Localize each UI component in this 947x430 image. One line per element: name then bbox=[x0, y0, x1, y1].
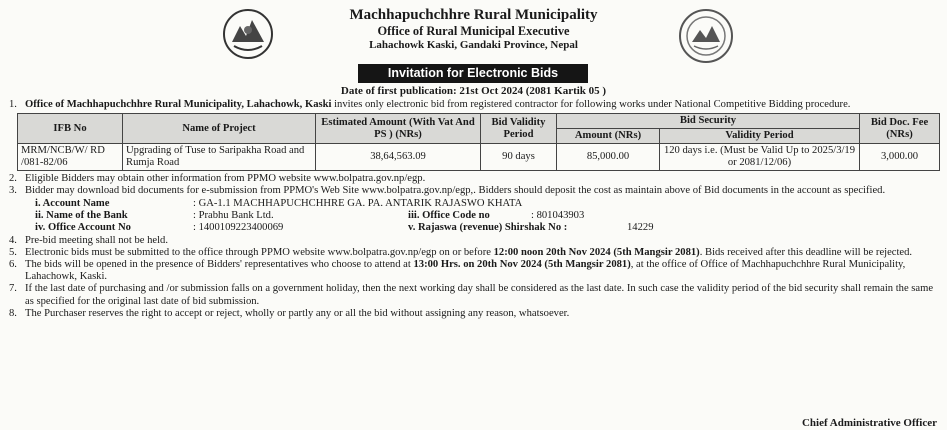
account-details: i. Account Name : GA-1.1 MACHHAPUCHCHHRE GA. PA. ANTARIK RAJASWO KHATA ii. Name of the Bank : Prabhu Bank Ltd. iii. Office Code no : 801043903 iv. Office Account No : 1400109223400069 v. Rajaswa (revenue) Shirshak No : 14229 bbox=[35, 197, 654, 233]
cell-ifb: MRM/NCB/W/ RD /081-82/06 bbox=[18, 144, 123, 171]
letterhead bbox=[0, 6, 947, 52]
bid-table bbox=[17, 113, 940, 171]
municipality-name: Machhapuchchhre Rural Municipality bbox=[349, 7, 598, 23]
cell-security-validity: 120 days i.e. (Must be Valid Up to 2025/3/19 or 2081/12/06) bbox=[660, 144, 860, 171]
office-name: Office of Rural Municipal Executive bbox=[377, 24, 570, 38]
table-row bbox=[18, 144, 940, 171]
cell-validity: 90 days bbox=[481, 144, 557, 171]
item-1: 1. Office of Machhapuchchhre Rural Municipality, Lahachowk, Kaski invites only electronic bid from registered contractor for following works under National Competitive Bidding procedure. bbox=[9, 99, 851, 110]
cell-fee: 3,000.00 bbox=[860, 144, 940, 171]
header-validity: Bid Validity Period bbox=[481, 114, 557, 144]
item-5: 5. Electronic bids must be submitted to the office through PPMO website www.bolpatra.gov.np/egp on or before 12:00 noon 20th Nov 2024 (5th Mangsir 2081). Bids received after this deadline will be rejected. bbox=[9, 246, 913, 258]
cell-project: Upgrading of Tuse to Saripakha Road and Rumja Road bbox=[123, 144, 316, 171]
item-8: 8. The Purchaser reserves the right to accept or reject, wholly or partly any or all the bid without assigning any reason, whatsoever. bbox=[9, 307, 570, 319]
item-7: 7. If the last date of purchasing and /or submission falls on a government holiday, then the next working day shall be considered as the last date. In such case the validity period of the bid security shall remain the same as specified for the original last date of bid submission. bbox=[9, 283, 934, 307]
item-2: 2. Eligible Bidders may obtain other information from PPMO website www.bolpatra.gov.np/egp. bbox=[9, 173, 426, 185]
publication-date: Date of first publication: 21st Oct 2024 (2081 Kartik 05 ) bbox=[340, 85, 607, 97]
header-ifb: IFB No bbox=[18, 114, 123, 144]
office-address: Lahachowk Kaski, Gandaki Province, Nepal bbox=[369, 39, 578, 51]
header-amount: Estimated Amount (With Vat And PS ) (NRs) bbox=[316, 114, 481, 144]
notice-body bbox=[9, 99, 939, 320]
signature: Chief Administrative Officer bbox=[801, 417, 937, 429]
header-security: Bid Security bbox=[557, 114, 860, 129]
item-3: 3. Bidder may download bid documents for e-submission from PPMO's Web Site www.bolpatra.gov.np/egp,. Bidders should deposit the cost as maintain above of Bid documents in the account as specified. bbox=[9, 185, 886, 197]
header-security-validity: Validity Period bbox=[660, 129, 860, 144]
cell-amount: 38,64,563.09 bbox=[316, 144, 481, 171]
notice-title: Invitation for Electronic Bids bbox=[358, 64, 588, 83]
cell-security-amount: 85,000.00 bbox=[557, 144, 660, 171]
header-fee: Bid Doc. Fee (NRs) bbox=[860, 114, 940, 144]
item-4: 4. Pre-bid meeting shall not be held. bbox=[9, 234, 168, 246]
item-6: 6. The bids will be opened in the presence of Bidders' representatives who choose to attend at 13:00 Hrs. on 20th Nov 2024 (5th Mangsir 2081), at the office of Office of Machhapuchchhre Rural Municipality, Lahachowk, Kaski. bbox=[9, 259, 906, 283]
header-project: Name of Project bbox=[123, 114, 316, 144]
header-security-amount: Amount (NRs) bbox=[557, 129, 660, 144]
